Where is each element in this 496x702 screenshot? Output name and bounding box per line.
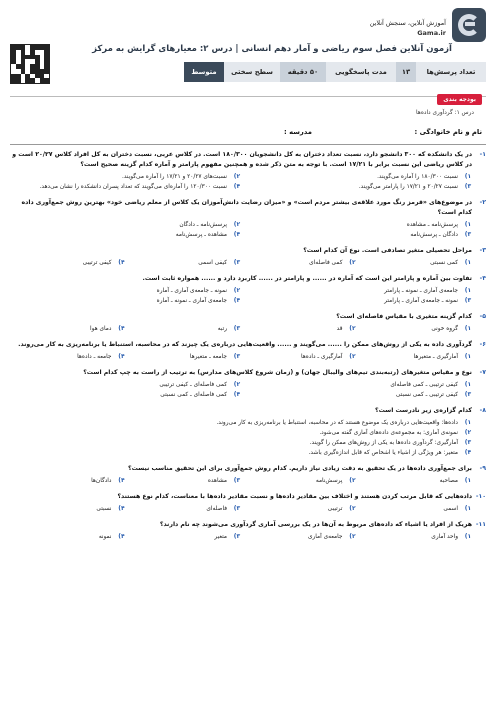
option-number: ۴) <box>233 231 241 238</box>
answer-options <box>10 172 486 192</box>
question-number: ۱۰- <box>475 493 486 500</box>
answer-option[interactable] <box>10 296 241 306</box>
question-number: ۵- <box>479 313 486 320</box>
option-number: ۳) <box>464 297 472 304</box>
school-label: مدرسه : <box>284 128 312 136</box>
answer-option[interactable] <box>357 258 473 268</box>
answer-option[interactable] <box>126 324 242 334</box>
question-item <box>10 464 486 486</box>
option-text: نسبت ۱۸۰/۳۰۰ را آماره می‌گویند. <box>377 174 458 180</box>
answer-option[interactable] <box>241 504 357 514</box>
answer-option[interactable] <box>241 532 357 542</box>
answer-option[interactable] <box>241 390 472 400</box>
answer-option[interactable] <box>241 258 357 268</box>
answer-option[interactable] <box>241 172 472 182</box>
answer-option[interactable] <box>126 476 242 486</box>
student-name-label: نام و نام خانوادگی : <box>414 128 482 136</box>
option-text: متغیر: هر ویژگی از اشیاء یا اشخاص که قابل اندازه‌گیری باشد. <box>308 450 458 456</box>
option-number: ۲) <box>233 173 241 180</box>
question-text: در موضوع‌های «قرمز رنگ مورد علاقه‌ی بیشتر مردم است» و «میزان رضایت دانش‌آموزان یک کلاس از معلم ریاضی خود» بهترین روش جمع‌آوری داده کدام است؟ <box>21 199 472 216</box>
option-text: متغیر <box>214 534 227 540</box>
answer-option[interactable] <box>357 504 473 514</box>
option-text: فاصله‌ای <box>206 506 227 512</box>
answer-option[interactable] <box>126 258 242 268</box>
option-number: ۴) <box>118 533 125 540</box>
question-item <box>10 274 486 306</box>
option-number: ۲) <box>349 353 356 360</box>
answer-option[interactable] <box>10 532 126 542</box>
option-number: ۱) <box>464 477 472 484</box>
gama-logo <box>452 8 486 42</box>
answer-options <box>10 258 486 268</box>
option-number: ۲) <box>349 325 356 332</box>
answer-option[interactable] <box>10 324 126 334</box>
answer-options <box>10 476 486 486</box>
option-text: نمونه ـ جامعه‌ی آماری ـ آماره <box>156 288 227 294</box>
option-text: جامعه ـ متغیرها <box>189 354 227 360</box>
question-item <box>10 198 486 240</box>
answer-option[interactable] <box>10 172 241 182</box>
answer-option[interactable] <box>241 182 472 192</box>
option-number: ۱) <box>464 173 472 180</box>
question-item <box>10 312 486 334</box>
option-text: کمی نسبتی <box>430 260 458 266</box>
site-branding <box>370 18 446 38</box>
student-info-row <box>14 128 482 140</box>
option-number: ۲) <box>349 259 356 266</box>
option-number: ۴) <box>118 477 125 484</box>
answer-option[interactable] <box>126 532 242 542</box>
question-item <box>10 520 486 542</box>
option-text: کیفی ترتیبی <box>82 260 112 266</box>
option-number: ۲) <box>233 221 241 228</box>
answer-option[interactable] <box>241 296 472 306</box>
answer-option[interactable] <box>126 352 242 362</box>
option-text: نسبت‌های ۲۰/۲۷ و ۱۷/۲۱ را آماره می‌گویند. <box>122 174 227 180</box>
answer-option[interactable] <box>10 286 241 296</box>
answer-options <box>10 380 486 400</box>
option-text: مشاهده ـ پرسش‌نامه <box>175 232 227 238</box>
option-number: ۱) <box>464 325 472 332</box>
answer-options <box>10 532 486 542</box>
option-number: ۳) <box>464 391 472 398</box>
option-number: ۲) <box>349 477 356 484</box>
option-text: نسبت ۱۲۰/۳۰۰ را آماره‌ای می‌گویند که تعداد پسران دانشکده را نشان می‌دهد. <box>39 184 227 190</box>
qr-code-icon <box>10 44 50 84</box>
question-text: نوع و مقیاس متغیرهای (رتبه‌بندی تیم‌های والیبال جهان) و (زمان شروع کلاس‌های مدارس) به ترتیب از راست به چپ کدام است؟ <box>83 369 472 376</box>
option-text: کیفی ترتیبی ـ کمی فاصله‌ای <box>390 382 458 388</box>
option-text: دادگان‌ها <box>91 478 112 484</box>
answer-option[interactable] <box>241 380 472 390</box>
answer-option[interactable] <box>357 532 473 542</box>
option-text: جامعه‌ی آماری ـ نمونه ـ پارامتر <box>384 288 458 294</box>
option-number: ۱) <box>464 419 472 426</box>
option-text: پرسش‌نامه ـ دادگان <box>179 222 227 228</box>
answer-option[interactable] <box>241 286 472 296</box>
question-text: گردآوری داده به یکی از روش‌های ممکن را ...... می‌گویند و ...... واقعیت‌هایی درباره‌ی یک چیزند که در محاسبه، استنباط یا برنامه‌ریزی به کار می‌روند. <box>18 341 472 348</box>
question-list <box>10 150 486 542</box>
question-count-label: تعداد پرسش‌ها <box>416 62 486 82</box>
option-number: ۱) <box>464 353 472 360</box>
option-text: کمی فاصله‌ای ـ کمی نسبتی <box>160 392 227 398</box>
answer-option[interactable] <box>10 438 472 448</box>
option-text: جامعه ـ داده‌ها <box>77 354 112 360</box>
time-label: مدت پاسخگویی <box>326 62 396 82</box>
option-text: رتبه <box>217 326 227 332</box>
answer-option[interactable] <box>357 324 473 334</box>
option-number: ۱) <box>464 287 472 294</box>
question-number: ۴- <box>479 275 486 282</box>
question-item <box>10 150 486 192</box>
option-number: ۳) <box>464 183 472 190</box>
question-text: هریک از افراد یا اشیاء که داده‌های مربوط به آن‌ها در یک بررسی آماری گردآوری می‌شوند چه نام دارند؟ <box>159 521 472 528</box>
difficulty-label: سطح سختی <box>224 62 280 82</box>
question-text: برای جمع‌آوری داده‌ها در یک تحقیق به دقت زیادی نیاز داریم. کدام روش جمع‌آوری برای این تحقیق مناسب نیست؟ <box>128 465 472 472</box>
option-number: ۳) <box>233 325 241 332</box>
question-item <box>10 368 486 400</box>
option-number: ۲) <box>233 287 241 294</box>
answer-option[interactable] <box>241 324 357 334</box>
answer-options <box>10 418 486 458</box>
answer-option[interactable] <box>10 258 126 268</box>
exam-header <box>10 40 486 86</box>
option-text: نمونه‌ی آماری: به مجموعه‌ی داده‌های آماری گفته می‌شود. <box>319 430 458 436</box>
option-text: جامعه‌ی آماری ـ نمونه ـ آماره <box>156 298 227 304</box>
difficulty-value: متوسط <box>184 62 224 82</box>
option-text: نمونه ـ جامعه‌ی آماری ـ پارامتر <box>384 298 458 304</box>
option-number: ۴) <box>118 325 125 332</box>
answer-option[interactable] <box>10 352 126 362</box>
answer-option[interactable] <box>10 448 472 458</box>
section-subject: درس ۱: گردآوری داده‌ها <box>416 110 474 116</box>
option-text: پرسش‌نامه ـ مشاهده <box>406 222 458 228</box>
answer-options <box>10 286 486 306</box>
exam-info-bar <box>58 62 486 82</box>
answer-option[interactable] <box>10 418 472 428</box>
answer-option[interactable] <box>10 476 126 486</box>
section-divider <box>10 96 486 97</box>
option-text: پرسش‌نامه <box>315 478 343 484</box>
question-number: ۱- <box>479 151 486 158</box>
time-value: ۵۰ دقیقه <box>280 62 326 82</box>
option-number: ۴) <box>118 353 125 360</box>
answer-options <box>10 352 486 362</box>
option-text: اسمی <box>443 506 458 512</box>
answer-option[interactable] <box>10 230 241 240</box>
option-number: ۳) <box>233 505 241 512</box>
question-number: ۳- <box>479 247 486 254</box>
option-number: ۱) <box>464 505 472 512</box>
question-text: مراحل تحصیلی متغیر تصادفی است. نوع آن کدام است؟ <box>303 247 472 254</box>
option-number: ۴) <box>464 449 472 456</box>
option-text: کیفی اسمی <box>198 260 227 266</box>
question-text: در یک دانشکده که ۳۰۰ دانشجو دارد، نسبت تعداد دختران به کل دانشجویان ۱۸۰/۳۰۰ است. در کلاس عربی، نسبت دختران به کل افراد کلاس ۲۰/۲۷ است و در کلاس ریاضی این نسبت برابر با ۱۷/۲۱ است. با توجه به متن ذکر شده و همچنین مفهوم پارامتر و آماره کدام گزینه صحیح است؟ <box>12 151 472 168</box>
option-number: ۲) <box>464 429 472 436</box>
option-text: گروه خونی <box>431 326 458 332</box>
option-text: داده‌ها: واقعیت‌هایی درباره‌ی یک موضوع هستند که در محاسبه، استنباط یا برنامه‌ریزی به کار می‌روند. <box>216 420 458 426</box>
option-text: مصاحبه <box>439 478 458 484</box>
section-ribbon: بودجه بندی <box>437 94 482 105</box>
option-number: ۱) <box>464 221 472 228</box>
option-number: ۴) <box>118 259 125 266</box>
site-url[interactable]: Gama.ir <box>417 29 446 37</box>
answer-option[interactable] <box>241 476 357 486</box>
option-number: ۱) <box>464 381 472 388</box>
question-item <box>10 492 486 514</box>
option-number: ۲) <box>349 533 356 540</box>
option-number: ۴) <box>233 183 241 190</box>
option-text: آمارگیری ـ داده‌ها <box>300 354 343 360</box>
answer-option[interactable] <box>10 220 241 230</box>
answer-option[interactable] <box>10 504 126 514</box>
option-number: ۱) <box>464 533 472 540</box>
option-text: آمارگیری: گردآوری داده‌ها به یکی از روش‌های ممکن را گویند. <box>309 440 458 446</box>
answer-option[interactable] <box>241 230 472 240</box>
answer-option[interactable] <box>10 390 241 400</box>
option-text: قد <box>336 326 343 332</box>
option-number: ۳) <box>464 231 472 238</box>
exam-title: آزمون آنلاین فصل سوم ریاضی و آمار دهم انسانی | درس ۲: معیارهای گرایش به مرکز <box>92 44 452 54</box>
answer-option[interactable] <box>241 352 357 362</box>
option-number: ۱) <box>464 259 472 266</box>
answer-options <box>10 504 486 514</box>
answer-option[interactable] <box>357 476 473 486</box>
option-text: کمی فاصله‌ای ـ کیفی ترتیبی <box>159 382 227 388</box>
option-text: نمونه <box>98 534 112 540</box>
answer-options <box>10 220 486 240</box>
option-text: کیفی ترتیبی ـ کمی نسبتی <box>395 392 458 398</box>
question-item <box>10 406 486 458</box>
header-separator <box>10 144 486 145</box>
question-number: ۷- <box>479 369 486 376</box>
question-item <box>10 246 486 268</box>
option-text: دادگان ـ پرسش‌نامه <box>410 232 458 238</box>
option-text: واحد آماری <box>431 534 458 540</box>
option-number: ۳) <box>233 259 241 266</box>
answer-option[interactable] <box>357 352 473 362</box>
option-text: ترتیبی <box>327 506 343 512</box>
question-item <box>10 340 486 362</box>
option-number: ۳) <box>233 477 241 484</box>
option-number: ۴) <box>118 505 125 512</box>
answer-option[interactable] <box>10 182 241 192</box>
answer-option[interactable] <box>241 220 472 230</box>
answer-options <box>10 324 486 334</box>
question-number: ۸- <box>479 407 486 414</box>
question-count-value: ۱۳ <box>396 62 416 82</box>
option-text: دمای هوا <box>90 326 112 332</box>
question-text: کدام گزینه متغیری با مقیاس فاصله‌ای است؟ <box>336 313 472 320</box>
site-name: آموزش آنلاین، سنجش آنلاین <box>369 19 446 27</box>
option-number: ۴) <box>233 391 241 398</box>
question-number: ۶- <box>479 341 486 348</box>
option-text: نسبتی <box>96 506 112 512</box>
option-text: نسبت ۲۰/۲۷ و ۱۷/۲۱ را پارامتر می‌گویند. <box>358 184 458 190</box>
option-text: کمی فاصله‌ای <box>309 260 343 266</box>
option-text: مشاهده <box>207 478 227 484</box>
option-text: آمارگیری ـ متغیرها <box>413 354 458 360</box>
option-text: جامعه‌ی آماری <box>307 534 343 540</box>
option-number: ۴) <box>233 297 241 304</box>
question-number: ۹- <box>479 465 486 472</box>
answer-option[interactable] <box>10 428 472 438</box>
question-number: ۱۱- <box>475 521 486 528</box>
question-text: داده‌هایی که قابل مرتب کردن هستند و اختلاف بین مقادیر داده‌ها و نسبت مقادیر داده‌ها با معناست، کدام نوع هستند؟ <box>117 493 472 500</box>
question-text: کدام گزاره‌ی زیر نادرست است؟ <box>375 407 472 414</box>
option-number: ۲) <box>349 505 356 512</box>
option-number: ۳) <box>464 439 472 446</box>
option-number: ۳) <box>233 353 241 360</box>
answer-option[interactable] <box>10 380 241 390</box>
answer-option[interactable] <box>126 504 242 514</box>
question-text: تفاوت بین آماره و پارامتر این است که آماره در ...... و پارامتر در ...... کاربرد دارد و ...... همواره ثابت است. <box>142 275 472 282</box>
option-number: ۲) <box>233 381 241 388</box>
option-number: ۳) <box>233 533 241 540</box>
question-number: ۲- <box>479 199 486 206</box>
